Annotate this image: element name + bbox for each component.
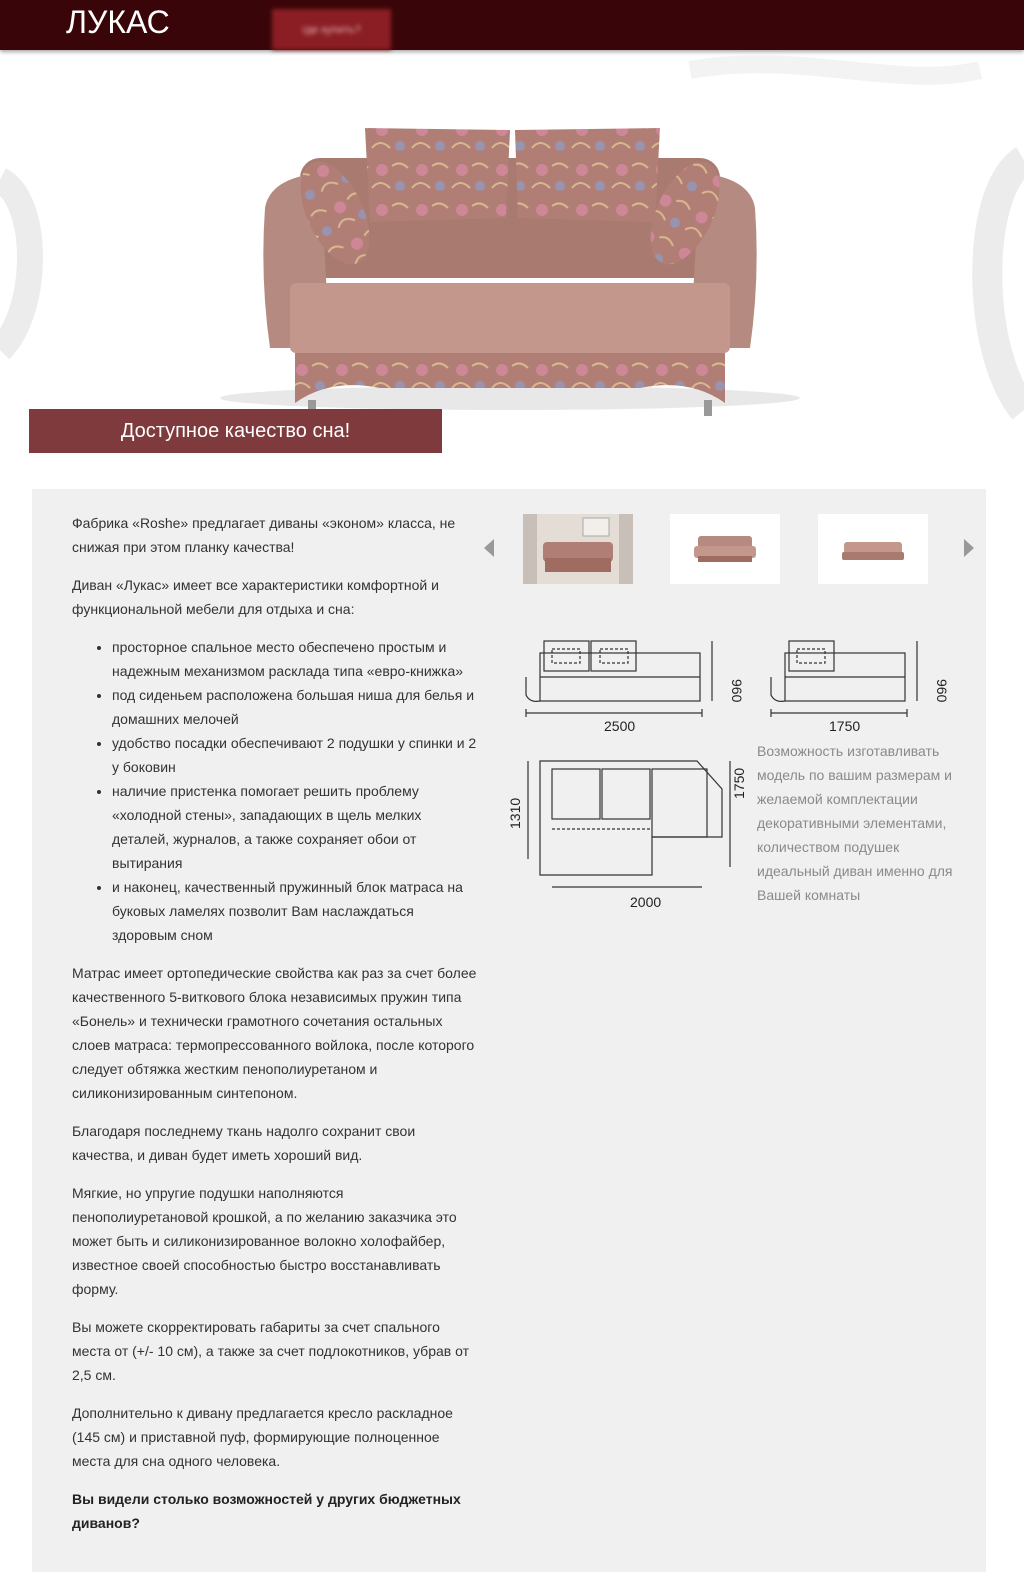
armchair-height-label: 960: [934, 679, 950, 703]
armchair-diagram: [757, 629, 957, 739]
closing-question: Вы видели столько возможностей у других бюджетных диванов?: [72, 1491, 461, 1531]
features-intro: Диван «Лукас» имеет все характеристики комфортной и функциональной мебели для отдыха и сна:: [72, 577, 439, 617]
armchair-width-label: 1750: [829, 718, 861, 734]
corner-left-depth-label: 1310: [507, 797, 523, 829]
description-text: [72, 511, 477, 1549]
gallery-prev-arrow-icon[interactable]: [484, 539, 494, 557]
list-item: • наличие пристенка помогает решить проблему «холодной стены», западающих в щель мелких деталей, журналов, а также сохраняет обои от вытирания: [112, 779, 477, 875]
sofa-width-label: 2500: [604, 718, 636, 734]
features-list: [72, 635, 477, 947]
corner-right-depth-label: 1750: [731, 767, 747, 799]
customization-note: Возможность изготавливать модель по вашим размерам и желаемой комплектации декоративными элементами, количеством подушек идеальный диван именно для Вашей комнаты: [757, 743, 953, 903]
intro-paragraph: Фабрика «Roshe» предлагает диваны «эконом» класса, не снижая при этом планку качества!: [72, 515, 456, 555]
dimension-diagrams: [507, 629, 752, 919]
sofa-thumb-icon: [670, 514, 780, 584]
hero-section: [0, 50, 1024, 450]
fabric-paragraph: Благодаря последнему ткань надолго сохранит свои качества, и диван будет иметь хороший вид.: [72, 1123, 416, 1163]
tagline-banner: Доступное качество сна!: [29, 409, 442, 453]
list-item: • удобство посадки обеспечивают 2 подушки у спинки и 2 у боковин: [112, 731, 477, 779]
content-panel: [32, 489, 986, 1572]
size-paragraph: Вы можете скорректировать габариты за счет спального места от (+/- 10 см), а также за счет подлокотников, убрав от 2,5 см.: [72, 1319, 469, 1383]
extras-paragraph: Дополнительно к дивану предлагается кресло раскладное (145 см) и приставной пуф, формирующие полноценное места для сна одного человека.: [72, 1405, 453, 1469]
mattress-paragraph: Матрас имеет ортопедические свойства как раз за счет более качественного 5-виткового блока независимых пружин типа «Бонель» и технически грамотного сочетания остальных слоев матраса: термопрессованного войлока, после которого следует обтяжка жестким пенополиуретаном и силиконизированным синтепоном.: [72, 965, 477, 1101]
gallery-thumb-sofa-unfolded[interactable]: [818, 514, 928, 584]
gallery-thumb-interior[interactable]: [523, 514, 633, 584]
where-to-buy-button[interactable]: где купить?: [272, 9, 391, 50]
gallery-thumb-sofa[interactable]: [670, 514, 780, 584]
sofa-height-label: 960: [729, 679, 745, 703]
gallery-next-arrow-icon[interactable]: [964, 539, 974, 557]
sofa-image: [210, 118, 810, 438]
image-gallery: [482, 513, 972, 585]
sofa-unfolded-thumb-icon: [818, 514, 928, 584]
list-item: • под сиденьем расположена большая ниша для белья и домашних мелочей: [112, 683, 477, 731]
cushions-paragraph: Мягкие, но упругие подушки наполняются пенополиуретановой крошкой, а по желанию заказчика это может быть и силиконизированное волокно холофайбер, известное своей способностью быстро восстанавливать форму.: [72, 1185, 457, 1297]
list-item: • просторное спальное место обеспечено простым и надежным механизмом расклада типа «евро-книжка»: [112, 635, 477, 683]
list-item: • и наконец, качественный пружинный блок матраса на буковых ламелях позволит Вам наслаждаться здоровым сном: [112, 875, 477, 947]
sofa-interior-thumb-icon: [523, 514, 633, 584]
corner-width-label: 2000: [630, 894, 662, 910]
brand-title: ЛУКАС: [66, 4, 170, 40]
top-header: [0, 0, 1024, 50]
